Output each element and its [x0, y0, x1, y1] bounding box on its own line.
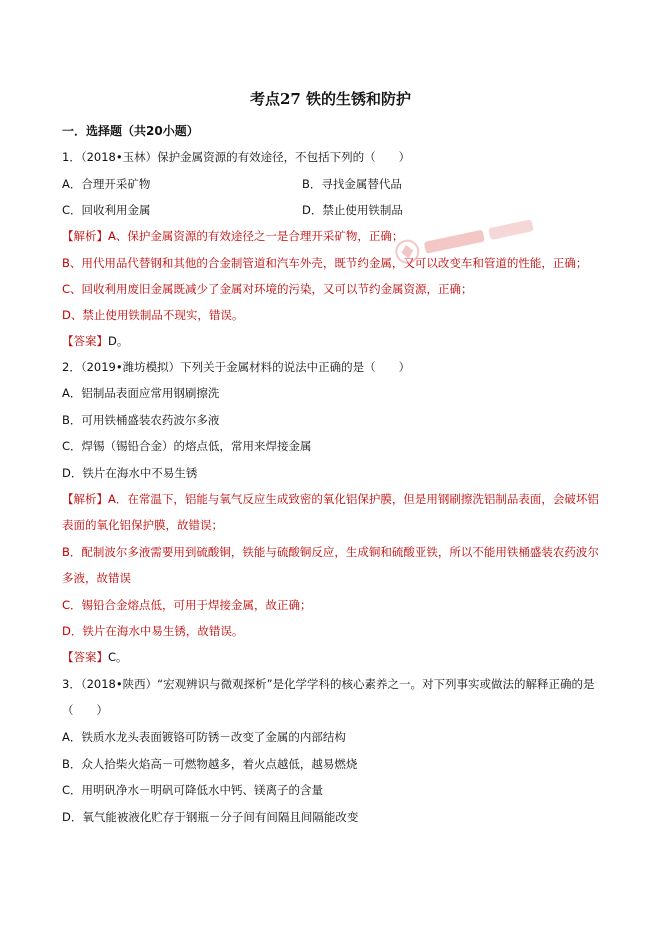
- q3-stem-line-2: （ ）: [62, 703, 108, 717]
- q1-option-b: B．寻找金属替代品: [302, 177, 402, 191]
- q1-analysis-line-3: C、回收利用废旧金属既减少了金属对环境的污染，又可以节约金属资源，正确；: [62, 282, 473, 296]
- q2-option-a: A．铝制品表面应常用钢刷擦洗: [62, 386, 220, 400]
- q2-option-c: C．焊锡（锡铅合金）的熔点低，常用来焊接金属: [62, 439, 312, 453]
- q2-analysis-text-1: A．在常温下，铝能与氧气反应生成致密的氧化铝保护膜，但是用钢刷擦洗铝制品表面，会破坏铝: [108, 492, 599, 506]
- q2-stem: 2．（2019•潍坊模拟）下列关于金属材料的说法中正确的是（ ）: [62, 360, 411, 374]
- q2-option-d: D．铁片在海水中不易生锈: [62, 466, 198, 480]
- q2-answer-tag: 【答案】: [62, 650, 108, 664]
- q3-option-c: C．用明矾净水－明矾可降低水中钙、镁离子的含量: [62, 783, 324, 797]
- q2-option-b: B．可用铁桶盛装农药波尔多液: [62, 413, 220, 427]
- q2-analysis-line-5: C．锡铅合金熔点低，可用于焊接金属，故正确；: [62, 598, 312, 612]
- q1-answer-line: [62, 334, 128, 348]
- q3-option-b: B．众人拾柴火焰高－可燃物越多，着火点越低，越易燃烧: [62, 757, 358, 771]
- q2-analysis-line-6: D．铁片在海水中易生锈，故错误。: [62, 624, 244, 638]
- q2-answer: C。: [108, 650, 128, 664]
- q1-analysis-tag: 【解析】: [62, 229, 108, 243]
- q2-analysis-tag: 【解析】: [62, 492, 108, 506]
- q1-analysis-line-4: D、禁止使用铁制品不现实，错误。: [62, 308, 244, 322]
- q1-analysis-text-1: A、保护金属资源的有效途径之一是合理开采矿物，正确；: [108, 229, 404, 243]
- q3-option-a: A．铁质水龙头表面镀铬可防锈－改变了金属的内部结构: [62, 730, 346, 744]
- q1-stem: 1．（2018•玉林）保护金属资源的有效途径，不包括下列的（ ）: [62, 150, 411, 164]
- q1-answer-tag: 【答案】: [62, 334, 108, 348]
- q2-analysis-line-3: B．配制波尔多液需要用到硫酸铜，铁能与硫酸铜反应，生成铜和硫酸亚铁，所以不能用铁桶盛装农药波尔: [62, 545, 599, 559]
- q3-option-d: D．氧气能被液化贮存于钢瓶－分子间有间隔且间隔能改变: [62, 810, 359, 824]
- q1-answer: D。: [108, 334, 129, 348]
- q1-option-c: C．回收利用金属: [62, 203, 151, 217]
- q2-answer-line: [62, 650, 128, 664]
- q2-analysis-line-1: [62, 492, 599, 506]
- q3-stem-line-1: 3．（2018•陕西）“宏观辨识与微观探析”是化学学科的核心素养之一。对下列事实或做法的解释正确的是: [62, 677, 595, 691]
- page-title: 考点27 铁的生锈和防护: [249, 90, 412, 108]
- q1-analysis-line-2: B、用代用品代替钢和其他的合金制管道和汽车外壳，既节约金属，又可以改变车和管道的性能，正确；: [62, 256, 588, 270]
- q1-option-d: D．禁止使用铁制品: [302, 203, 403, 217]
- q1-analysis-line-1: [62, 229, 403, 243]
- section-heading: 一．选择题（共20小题）: [62, 124, 199, 138]
- q2-analysis-line-2: 表面的氧化铝保护膜，故错误；: [62, 518, 223, 532]
- q2-analysis-line-4: 多液，故错误: [62, 571, 131, 585]
- q1-option-a: A．合理开采矿物: [62, 177, 151, 191]
